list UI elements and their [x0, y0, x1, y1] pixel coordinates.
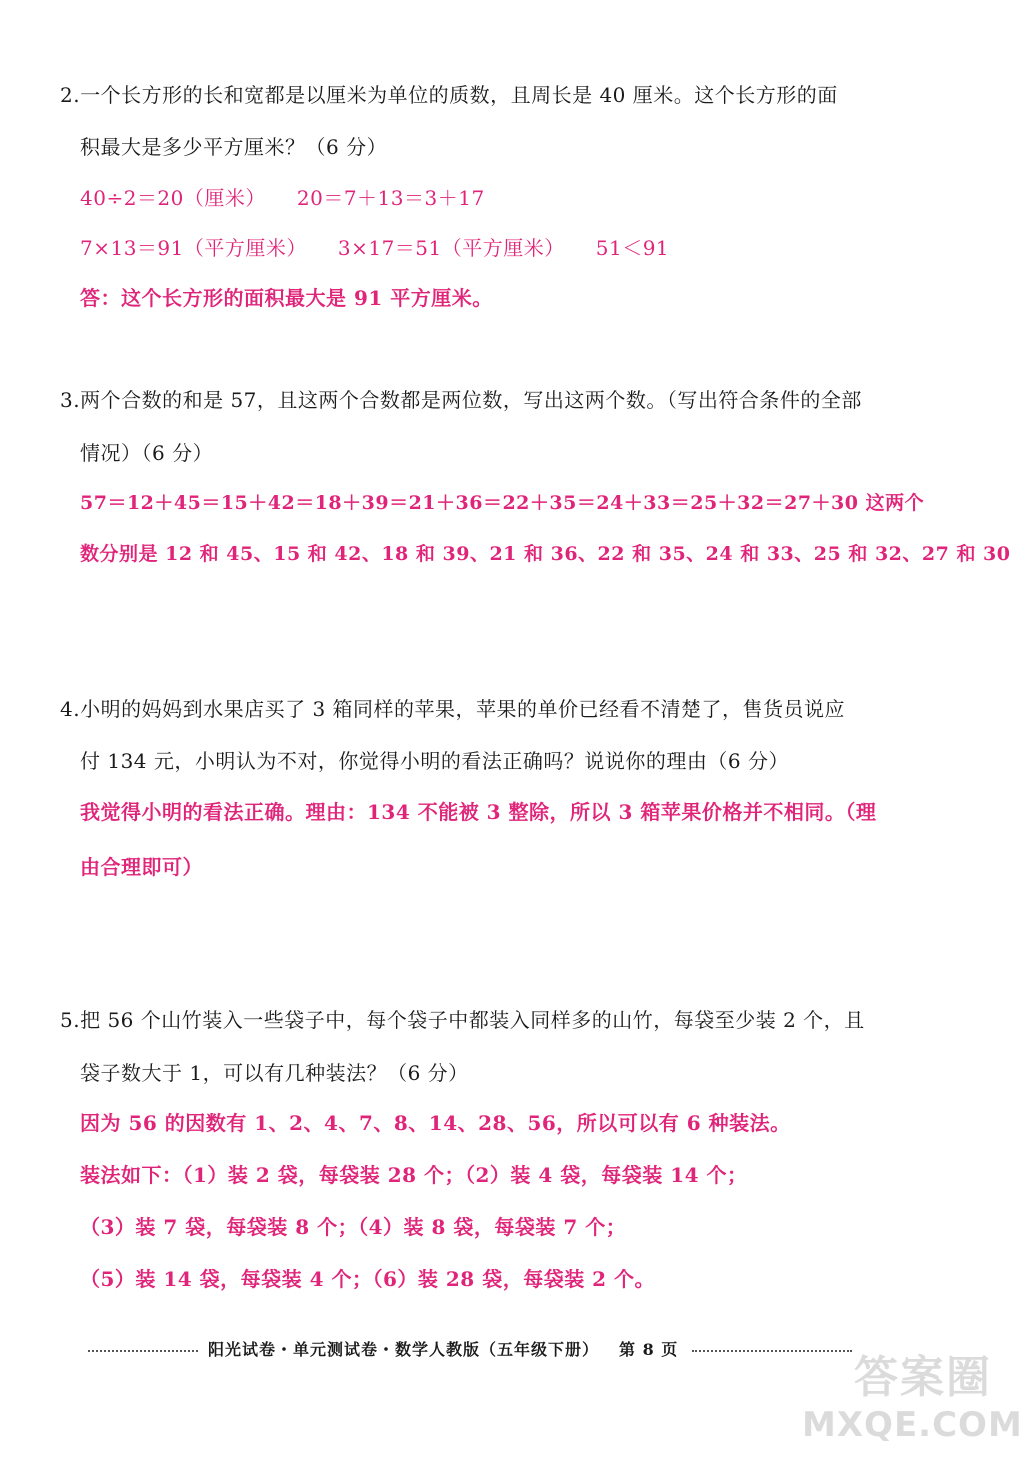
- q4-answer-line-1: 我觉得小明的看法正确。理由：134 不能被 3 整除，所以 3 箱苹果价格并不相同。（理: [80, 800, 877, 824]
- watermark-top: 答案圈: [854, 1352, 992, 1403]
- footer-dotted-rule-left: [88, 1350, 198, 1352]
- q2-answer-line-3: 答：这个长方形的面积最大是 91 平方厘米。: [80, 286, 493, 310]
- page-footer: [88, 1333, 918, 1363]
- q2-answer-line-1: 40÷2＝20（厘米） 20＝7＋13＝3＋17: [80, 186, 485, 210]
- q5-answer-line-4: （5）装 14 袋，每袋装 4 个；（6）装 28 袋，每袋装 2 个。: [80, 1267, 656, 1291]
- q3-question-line-1: 3.两个合数的和是 57，且这两个合数都是两位数，写出这两个数。（写出符合条件的全部: [60, 388, 862, 412]
- q5-question-line-1: 5.把 56 个山竹装入一些袋子中，每个袋子中都装入同样多的山竹，每袋至少装 2 个，且: [60, 1008, 865, 1032]
- footer-title: 阳光试卷・单元测试卷・数学人教版（五年级下册）: [208, 1339, 600, 1359]
- footer-page-number: 第 8 页: [619, 1339, 679, 1359]
- q2-answer-line-2: 7×13＝91（平方厘米） 3×17＝51（平方厘米） 51＜91: [80, 236, 670, 260]
- q3-answer-line-1: 57＝12＋45＝15＋42＝18＋39＝21＋36＝22＋35＝24＋33＝25＋32＝27＋30 这两个: [80, 492, 925, 514]
- q5-question-line-2: 袋子数大于 1，可以有几种装法？（6 分）: [80, 1061, 469, 1085]
- q5-answer-line-3: （3）装 7 袋，每袋装 8 个；（4）装 8 袋，每袋装 7 个；: [80, 1215, 627, 1239]
- q4-question-line-2: 付 134 元，小明认为不对，你觉得小明的看法正确吗？说说你的理由（6 分）: [80, 749, 789, 773]
- q3-answer-line-2: 数分别是 12 和 45、15 和 42、18 和 39、21 和 36、22 和 35、24 和 33、25 和 32、27 和 30: [80, 543, 1011, 565]
- q2-question-line-2: 积最大是多少平方厘米？（6 分）: [80, 135, 388, 159]
- q5-answer-line-2: 装法如下：（1）装 2 袋，每袋装 28 个；（2）装 4 袋，每袋装 14 个；: [80, 1163, 748, 1187]
- q4-answer-line-2: 由合理即可）: [80, 855, 203, 879]
- q4-question-line-1: 4.小明的妈妈到水果店买了 3 箱同样的苹果，苹果的单价已经看不清楚了，售货员说应: [60, 697, 846, 721]
- watermark-bottom: MXQE.COM: [802, 1405, 1023, 1445]
- q3-question-line-2: 情况）（6 分）: [80, 441, 214, 465]
- watermark-logo: [802, 1341, 1023, 1451]
- q2-question-line-1: 2.一个长方形的长和宽都是以厘米为单位的质数，且周长是 40 厘米。这个长方形的面: [60, 83, 838, 107]
- q5-answer-line-1: 因为 56 的因数有 1、2、4、7、8、14、28、56，所以可以有 6 种装法。: [80, 1111, 791, 1135]
